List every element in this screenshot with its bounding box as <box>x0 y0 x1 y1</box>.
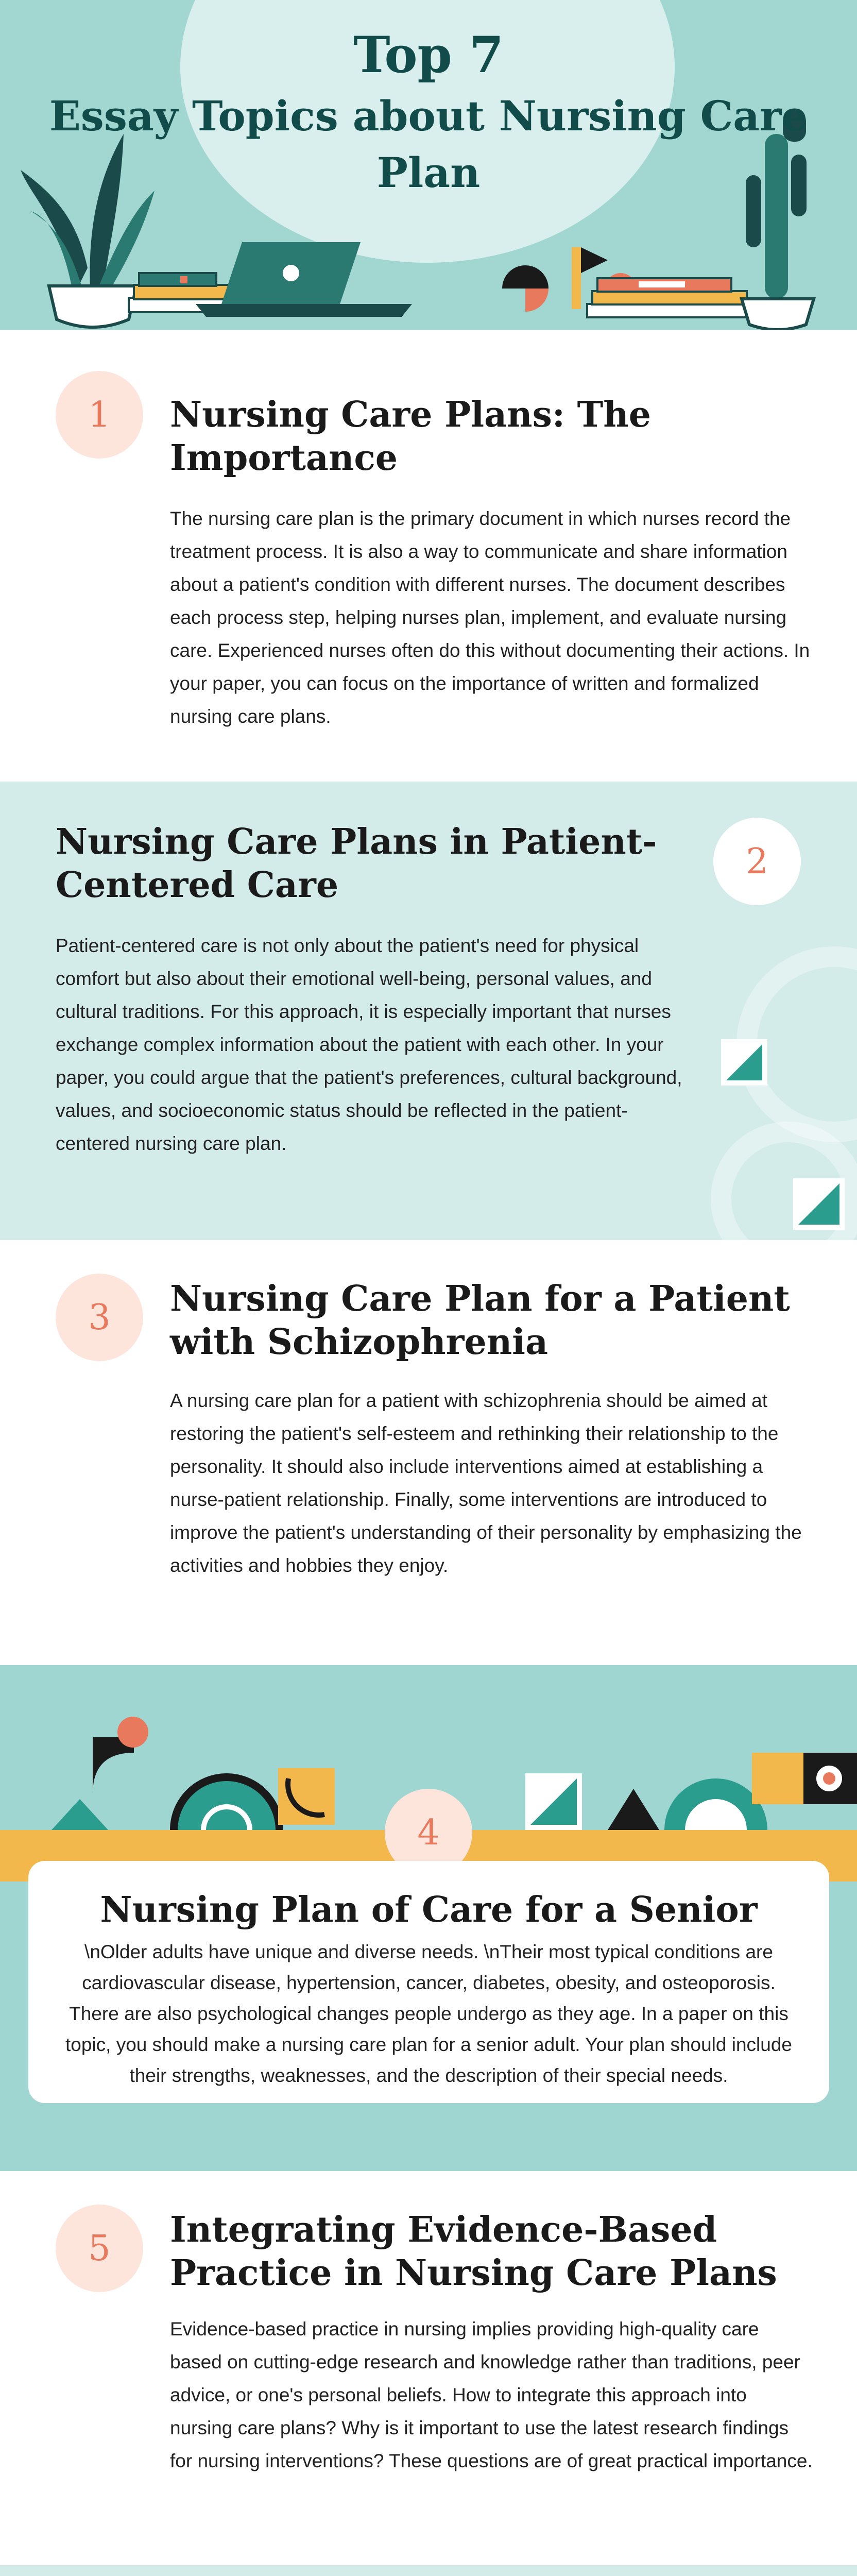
topic-title-line-1: Nursing Care Plans in Patient- <box>56 821 657 862</box>
topic-body: The nursing care plan is the primary document in which nurses record the treatment process. It is also a way to communicate and share information about a patient's condition with different nurses. The document describes each process step, helping nurses plan, implement, and evaluate nursing care. Experienced nurses often do this without documenting their actions. In your paper, you can focus on the importance of written and formalized nursing care plans. <box>170 508 810 727</box>
topic-title <box>170 1277 814 1364</box>
topic-title <box>170 393 814 480</box>
topic-title-line-1: Nursing Care Plan for a Patient <box>170 1278 790 1319</box>
decorative-square-icon <box>793 1178 857 1240</box>
decorative-square-icon <box>721 1039 767 1086</box>
topic-section-6 <box>0 2565 857 2576</box>
topic-title-line-1: Nursing Care Plans: The <box>170 394 651 435</box>
topic-number-badge: 3 <box>56 1274 143 1361</box>
topic-title-line-2: with Schizophrenia <box>170 1321 549 1363</box>
page-title-line-2b: Plan <box>376 148 481 197</box>
topic-title-line-1: Integrating Evidence-Based <box>170 2209 717 2250</box>
page-title-line-1: Top 7 <box>353 26 504 84</box>
topic-title: Nursing Plan of Care for a Senior <box>100 1889 758 1930</box>
topic-body: A nursing care plan for a patient with schizophrenia should be aimed at restoring the patient's self-esteem and rethinking their relationship to the personality. It should also include interventions aimed at establishing a nurse-patient relationship. Finally, some interventions are introduced to improve the patient's understanding of their personality by emphasizing the activities and hobbies they enjoy. <box>170 1390 802 1576</box>
header <box>0 0 857 337</box>
topic-body: Evidence-based practice in nursing implies providing high-quality care based on cutting-edge research and knowledge rather than traditions, peer advice, or one's personal beliefs. How to integrate this approach into nursing care plans? Why is it important to use the latest research findings for nursing interventions? These questions are of great practical importance. <box>170 2318 813 2471</box>
topic-section-3 <box>0 1240 857 1665</box>
page-title-line-2 <box>0 88 857 201</box>
topic-section-5 <box>0 2171 857 2565</box>
topic-title-line-2: Practice in Nursing Care Plans <box>170 2252 777 2294</box>
topic-number-badge: 4 <box>385 1789 472 1876</box>
page-title-line-2a: Essay Topics about Nursing Care <box>49 92 808 140</box>
topic-title-line-2: Importance <box>170 437 398 479</box>
topic-title <box>170 2208 814 2295</box>
topic-section-2 <box>0 782 857 1240</box>
topic-title-line-2: Centered Care <box>56 865 339 906</box>
topic-section-1 <box>0 337 857 782</box>
topic-number-badge: 5 <box>56 2205 143 2292</box>
laptop-icon <box>196 242 412 317</box>
topic-title <box>56 820 699 907</box>
topic-section-4 <box>0 1665 857 2171</box>
header-ground <box>0 330 857 337</box>
topic-body: Patient-centered care is not only about the patient's need for physical comfort but also about their emotional well-being, personal values, and cultural traditions. For this approach, it is especially important that nurses exchange complex information about the patient with each other. In your paper, you could argue that the patient's preferences, cultural background, values, and socioeconomic status should be reflected in the patient-centered nursing care plan. <box>56 935 682 1154</box>
topic-body: \nOlder adults have unique and diverse needs. \nTheir most typical conditions are cardiovascular disease, hypertension, cancer, diabetes, obesity, and osteoporosis. There are also psychological changes people undergo as they age. In a paper on this topic, you should make a nursing care plan for a senior adult. Your plan should include their strengths, weaknesses, and the description of their special needs. <box>65 1941 793 2086</box>
topic-number-badge: 2 <box>713 818 801 905</box>
topic-number-badge: 1 <box>56 371 143 459</box>
books-right-icon <box>587 278 752 317</box>
topic-card <box>28 1861 829 2103</box>
